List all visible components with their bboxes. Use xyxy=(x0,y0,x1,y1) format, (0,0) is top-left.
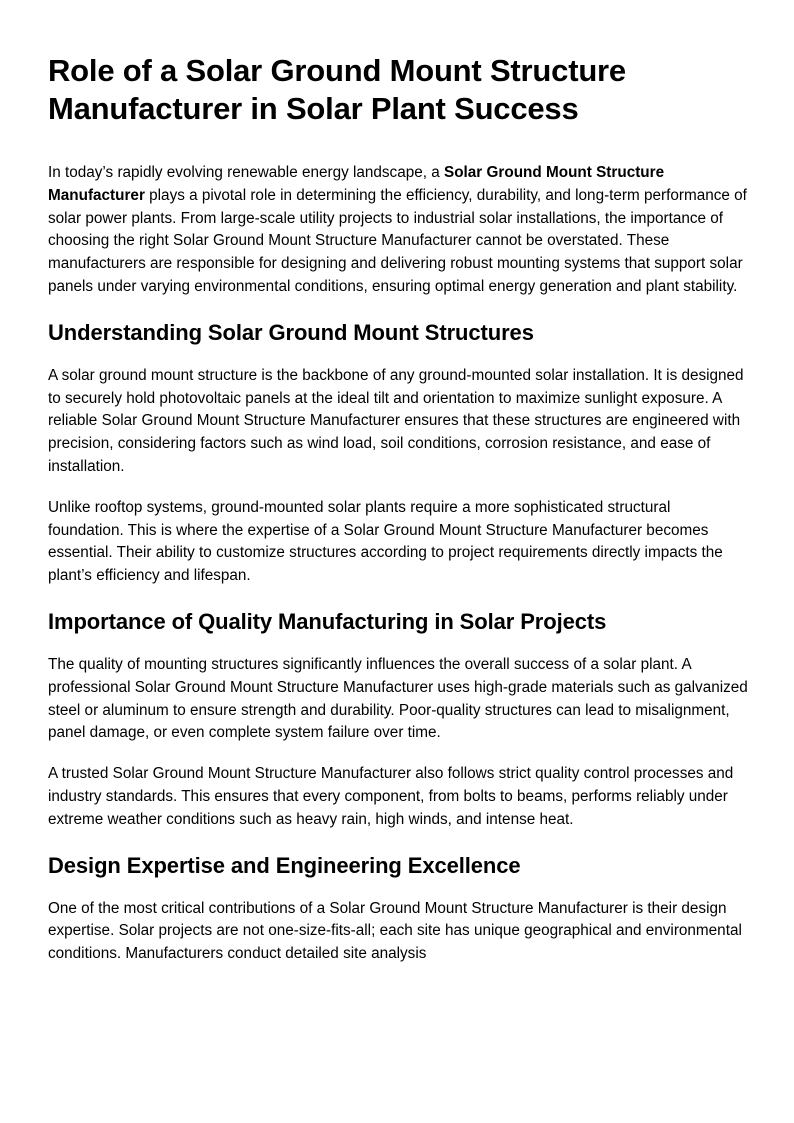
section-3-paragraph-1: One of the most critical contributions of a Solar Ground Mount Structure Manufacturer is their design expertise. Solar projects are not one-size-fits-all; each site has unique geographical and environmental conditions. Manufacturers conduct detailed site analysis xyxy=(48,899,742,963)
document-page xyxy=(48,52,748,966)
section-2-paragraph-1: The quality of mounting structures significantly influences the overall success of a solar plant. A professional Solar Ground Mount Structure Manufacturer uses high-grade materials such as galvanized steel or aluminum to ensure strength and durability. Poor-quality structures can lead to misalignment, panel damage, or even complete system failure over time. xyxy=(48,655,748,742)
intro-bold-term: Solar Ground Mount Structure Manufacturer xyxy=(48,164,665,204)
intro-paragraph xyxy=(48,162,748,299)
intro-rest: plays a pivotal role in determining the efficiency, durability, and long-term performance of solar power plants. From large-scale utility projects to industrial solar installations, the importance of choosing the right Solar Ground Mount Structure Manufacturer cannot be overstated. These manufacturers are responsible for designing and delivering robust mounting systems that support solar panels under varying environmental conditions, ensuring optimal energy generation and plant stability. xyxy=(48,186,747,295)
section-heading-understanding: Understanding Solar Ground Mount Structures xyxy=(48,319,534,345)
section-1-paragraph-2: Unlike rooftop systems, ground-mounted solar plants require a more sophisticated structural foundation. This is where the expertise of a Solar Ground Mount Structure Manufacturer becomes essential. Their ability to customize structures according to project requirements directly impacts the plant’s efficiency and lifespan. xyxy=(48,498,723,585)
document-title: Role of a Solar Ground Mount Structure Manufacturer in Solar Plant Success xyxy=(48,53,626,126)
intro-lead: In today’s rapidly evolving renewable energy landscape, a xyxy=(48,164,444,181)
section-heading-quality: Importance of Quality Manufacturing in Solar Projects xyxy=(48,608,607,634)
section-2-paragraph-2: A trusted Solar Ground Mount Structure Manufacturer also follows strict quality control processes and industry standards. This ensures that every component, from bolts to beams, performs reliably under extreme weather conditions such as heavy rain, high winds, and intense heat. xyxy=(48,765,734,828)
section-1-paragraph-1: A solar ground mount structure is the backbone of any ground-mounted solar installation. It is designed to securely hold photovoltaic panels at the ideal tilt and orientation to maximize sunlight exposure. A reliable Solar Ground Mount Structure Manufacturer ensures that these structures are engineered with precision, considering factors such as wind load, soil conditions, corrosion resistance, and ease of installation. xyxy=(48,366,744,475)
section-heading-design: Design Expertise and Engineering Excellence xyxy=(48,852,521,878)
